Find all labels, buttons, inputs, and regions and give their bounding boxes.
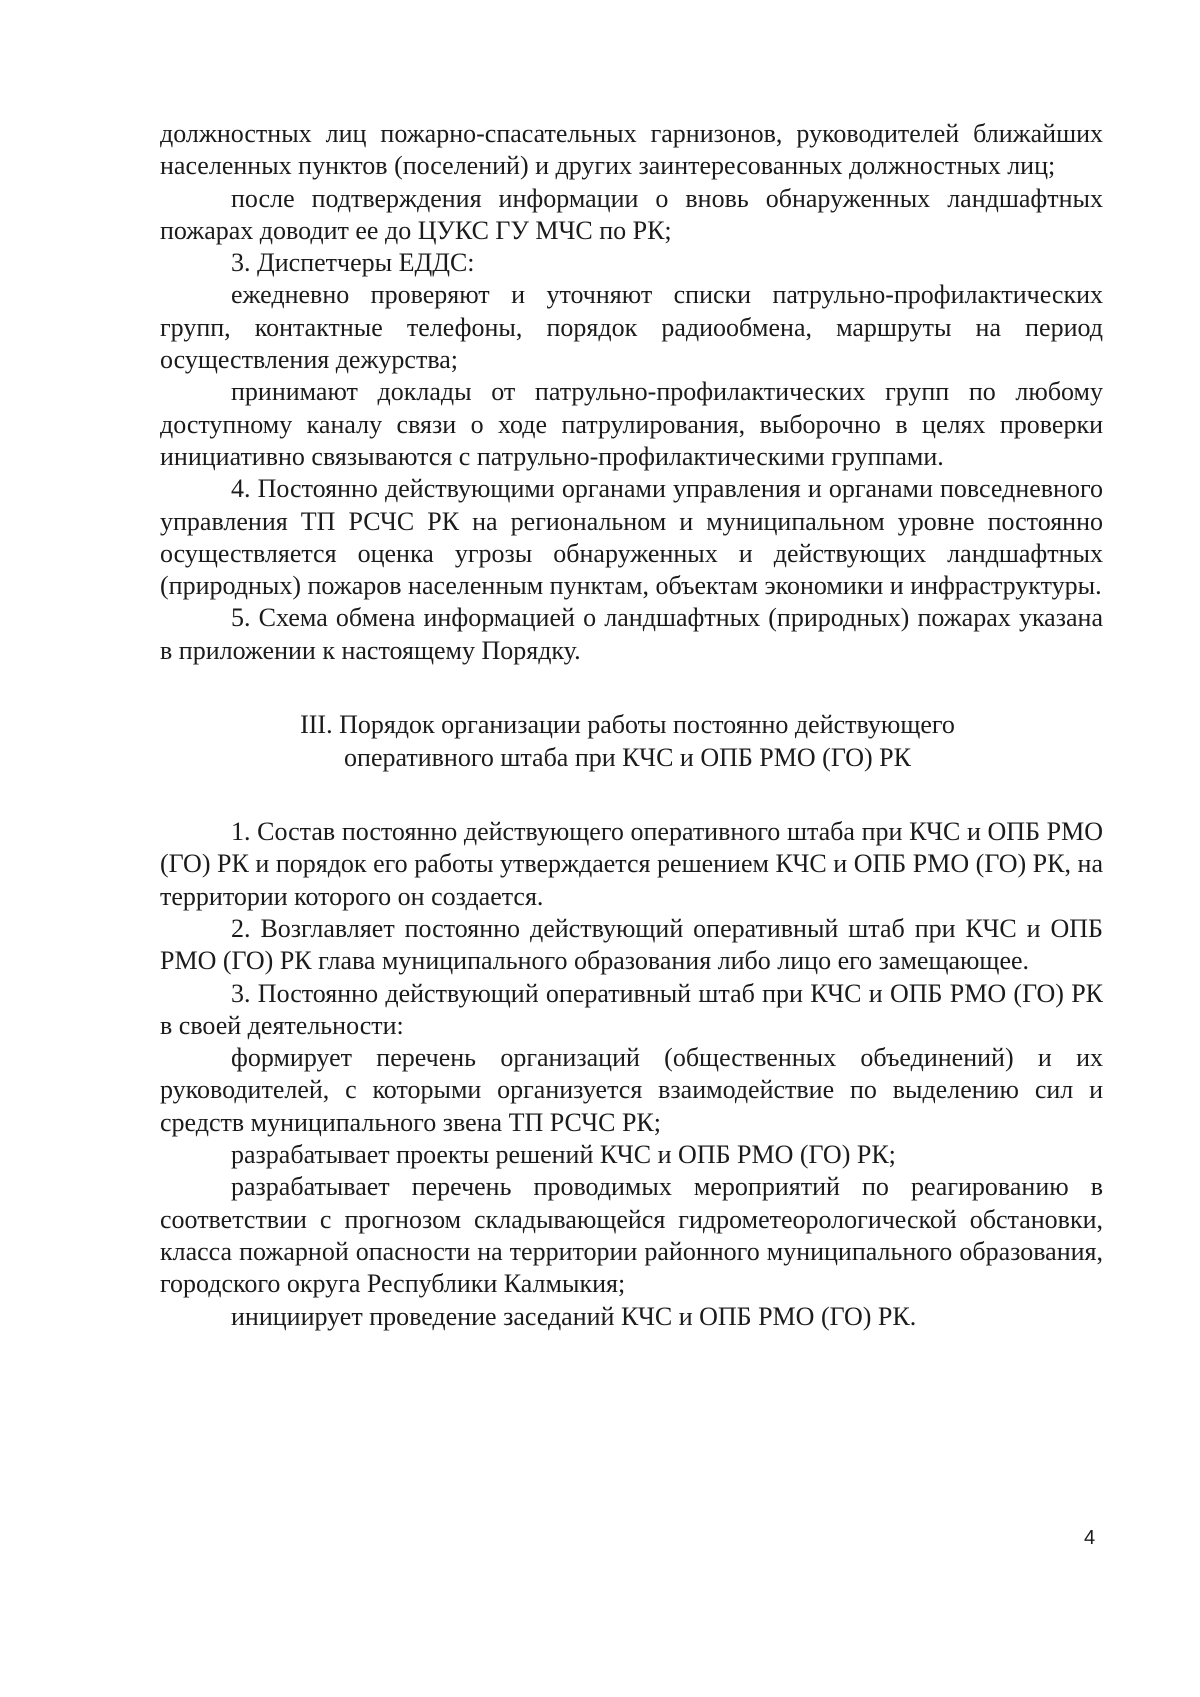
paragraph: после подтверждения информации о вновь обнаруженных ландшафтных пожарах доводит ее до ЦУКС ГУ МЧС по РК;	[160, 183, 1103, 245]
paragraph: ежедневно проверяют и уточняют списки патрульно-профилактических групп, контактные телефоны, порядок радиообмена, маршруты на период осуществления дежурства;	[160, 280, 1103, 375]
paragraph: 3. Диспетчеры ЕДДС:	[231, 248, 475, 278]
paragraph: 3. Постоянно действующий оперативный штаб при КЧС и ОПБ РМО (ГО) РК в своей деятельности:	[160, 978, 1103, 1040]
paragraph: инициирует проведение заседаний КЧС и ОПБ РМО (ГО) РК.	[231, 1301, 917, 1331]
body-text-bottom	[160, 816, 1103, 1333]
body-text-top	[160, 118, 1103, 667]
paragraph: 5. Схема обмена информацией о ландшафтных (природных) пожарах указана в приложении к настоящему Порядку.	[160, 603, 1103, 665]
section-heading-line: III. Порядок организации работы постоянно действующего	[300, 710, 955, 740]
section-heading	[160, 709, 1103, 774]
section-heading-line: оперативного штаба при КЧС и ОПБ РМО (ГО) РК	[344, 742, 911, 772]
paragraph: разрабатывает перечень проводимых мероприятий по реагированию в соответствии с прогнозом складывающейся гидрометеорологической обстановки, класса пожарной опасности на территории районного муниципального образования, городского округа Республики Калмыкия;	[160, 1172, 1103, 1299]
page-number: 4	[1084, 1527, 1096, 1549]
paragraph: принимают доклады от патрульно-профилактических групп по любому доступному каналу связи о ходе патрулирования, выборочно в целях проверки инициативно связываются с патрульно-профилактическими группами.	[160, 377, 1103, 471]
paragraph: формирует перечень организаций (общественных объединений) и их руководителей, с которыми организуется взаимодействие по выделению сил и средств муниципального звена ТП РСЧС РК;	[160, 1043, 1103, 1137]
paragraph: разрабатывает проекты решений КЧС и ОПБ РМО (ГО) РК;	[231, 1140, 896, 1170]
paragraph: 2. Возглавляет постоянно действующий оперативный штаб при КЧС и ОПБ РМО (ГО) РК глава муниципального образования либо лицо его замещающее.	[160, 913, 1103, 976]
document-page	[160, 118, 1103, 1333]
paragraph: 4. Постоянно действующими органами управления и органами повседневного управления ТП РСЧС РК на региональном и муниципальном уровне постоянно осуществляется оценка угрозы обнаруженных и действующих ландшафтных (природных) пожаров населенным пунктам, объектам экономики и инфраструктуры.	[160, 474, 1103, 601]
paragraph: должностных лиц пожарно-спасательных гарнизонов, руководителей ближайших населенных пунктов (поселений) и других заинтересованных должностных лиц;	[160, 119, 1103, 181]
paragraph: 1. Состав постоянно действующего оперативного штаба при КЧС и ОПБ РМО (ГО) РК и порядок его работы утверждается решением КЧС и ОПБ РМО (ГО) РК, на территории которого он создается.	[160, 817, 1103, 911]
